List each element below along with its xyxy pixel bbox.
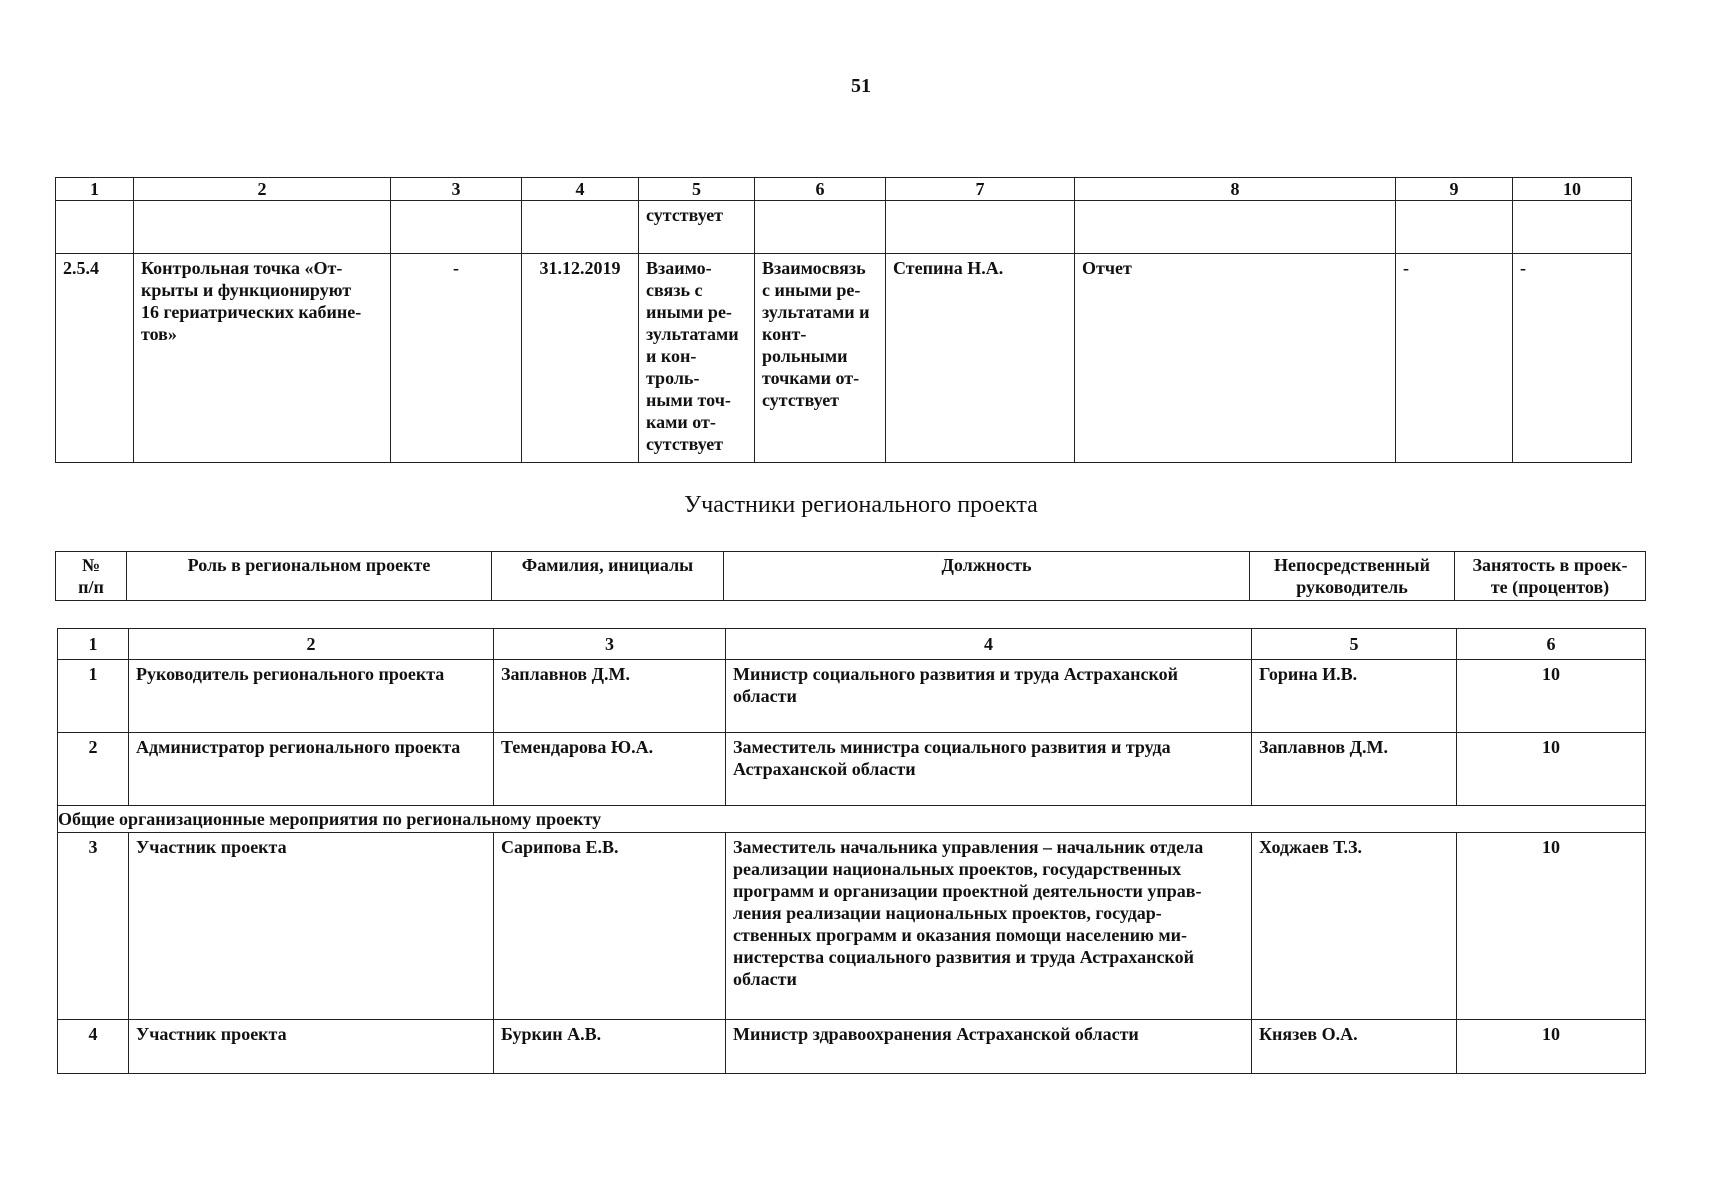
control-points-table [55,177,1632,463]
role-cell: Администратор регионального проекта [129,733,494,806]
date-cell: 31.12.2019 [522,254,639,463]
header-cell: 6 [755,178,886,201]
percent-cell: 10 [1457,833,1646,1020]
table-row [58,660,1646,733]
name-cell: Буркин А.В. [494,1020,726,1074]
cell-col9: - [1396,254,1513,463]
position-cell: Министр социального развития и труда Астраханской области [726,660,1252,733]
table-row [56,254,1632,463]
role-cell: Руководитель регионального проекта [129,660,494,733]
header-cell: 6 [1457,629,1646,660]
cell-col10: - [1513,254,1632,463]
table-row [56,201,1632,254]
section-label: Общие организационные мероприятия по региональному проекту [58,806,1646,833]
header-cell: 2 [129,629,494,660]
relationship-cell: Взаимо- связь с иными ре- зультатами и кон- троль- ными точ- ками от- сутствует [639,254,755,463]
control-point-name: Контрольная точка «От- крыты и функционируют 16 гериатрических кабине- тов» [134,254,391,463]
header-cell: 4 [522,178,639,201]
row-number: 2.5.4 [56,254,134,463]
row-number: 3 [58,833,129,1020]
header-cell: № п/п [56,552,127,601]
table-header-row [56,178,1632,201]
header-cell: 1 [56,178,134,201]
header-cell: 9 [1396,178,1513,201]
supervisor-cell: Горина И.В. [1252,660,1457,733]
name-cell: Темендарова Ю.А. [494,733,726,806]
result-cell: Отчет [1075,254,1396,463]
table-header-row [56,552,1646,601]
page-number: 51 [851,75,871,97]
role-cell: Участник проекта [129,1020,494,1074]
supervisor-cell: Князев О.А. [1252,1020,1457,1074]
cell-col3: - [391,254,522,463]
continuation-cell: сутствует [639,201,755,254]
header-cell: 8 [1075,178,1396,201]
header-cell: Роль в региональном проекте [127,552,492,601]
header-cell: Непосредственный руководитель [1250,552,1455,601]
percent-cell: 10 [1457,733,1646,806]
relationship-cell-2: Взаимосвязь с иными ре- зультатами и конт- рольными точками от- сутствует [755,254,886,463]
row-number: 1 [58,660,129,733]
name-cell: Заплавнов Д.М. [494,660,726,733]
header-cell: 4 [726,629,1252,660]
header-cell: 2 [134,178,391,201]
name-cell: Сарипова Е.В. [494,833,726,1020]
table-header-row [58,629,1646,660]
percent-cell: 10 [1457,660,1646,733]
supervisor-cell: Заплавнов Д.М. [1252,733,1457,806]
table-row [58,733,1646,806]
header-cell: 7 [886,178,1075,201]
section-row [58,806,1646,833]
position-cell: Заместитель министра социального развития и труда Астраханской области [726,733,1252,806]
row-number: 2 [58,733,129,806]
role-cell: Участник проекта [129,833,494,1020]
section-title: Участники регионального проекта [684,492,1038,518]
participants-table [57,628,1646,1074]
header-cell: 1 [58,629,129,660]
supervisor-cell: Ходжаев Т.З. [1252,833,1457,1020]
header-cell: 3 [494,629,726,660]
header-cell: 5 [639,178,755,201]
header-cell: 5 [1252,629,1457,660]
percent-cell: 10 [1457,1020,1646,1074]
header-cell: Фамилия, инициалы [492,552,724,601]
header-cell: Занятость в проек- те (процентов) [1455,552,1646,601]
table-row [58,833,1646,1020]
responsible-cell: Степина Н.А. [886,254,1075,463]
row-number: 4 [58,1020,129,1074]
table-row [58,1020,1646,1074]
header-cell: Должность [724,552,1250,601]
header-cell: 10 [1513,178,1632,201]
position-cell: Министр здравоохранения Астраханской области [726,1020,1252,1074]
header-cell: 3 [391,178,522,201]
participants-header-table [55,551,1646,601]
position-cell: Заместитель начальника управления – начальник отдела реализации национальных проектов, государственных программ и организации проектной деятельности управ- ления реализации национальных проектов, государ- ственных программ и оказания помощи населению ми- нистерства социального развития и труда Астраханской области [726,833,1252,1020]
